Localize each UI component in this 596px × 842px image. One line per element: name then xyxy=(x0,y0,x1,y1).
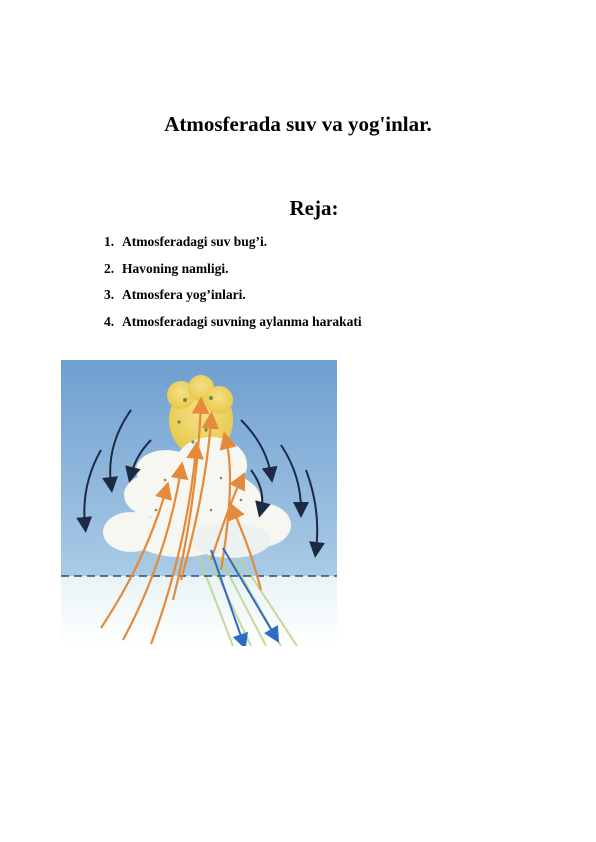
cloud-convection-drawing xyxy=(61,360,337,646)
plan-item-text: Atmosfera yog’inlari. xyxy=(122,287,246,302)
plan-heading: Reja: xyxy=(289,196,339,220)
plan-item-text: Havoning namligi. xyxy=(122,260,229,276)
page-title: Atmosferada suv va yog'inlar. xyxy=(164,112,432,136)
water-cycle-illustration xyxy=(61,360,337,646)
plan-item-text: Atmosferadagi suvning aylanma harakati xyxy=(122,313,362,329)
plan-list xyxy=(104,234,362,340)
plan-item xyxy=(104,314,362,341)
plan-item xyxy=(104,287,362,314)
plan-item-number: 3. xyxy=(104,287,115,302)
plan-item xyxy=(104,261,362,288)
plan-item xyxy=(104,234,362,261)
plan-item-number: 4. xyxy=(104,313,115,329)
plan-item-text: Atmosferadagi suv bug’i. xyxy=(122,234,268,249)
ground xyxy=(61,576,337,646)
plan-item-number: 2. xyxy=(104,260,115,276)
plan-item-number: 1. xyxy=(104,234,115,249)
